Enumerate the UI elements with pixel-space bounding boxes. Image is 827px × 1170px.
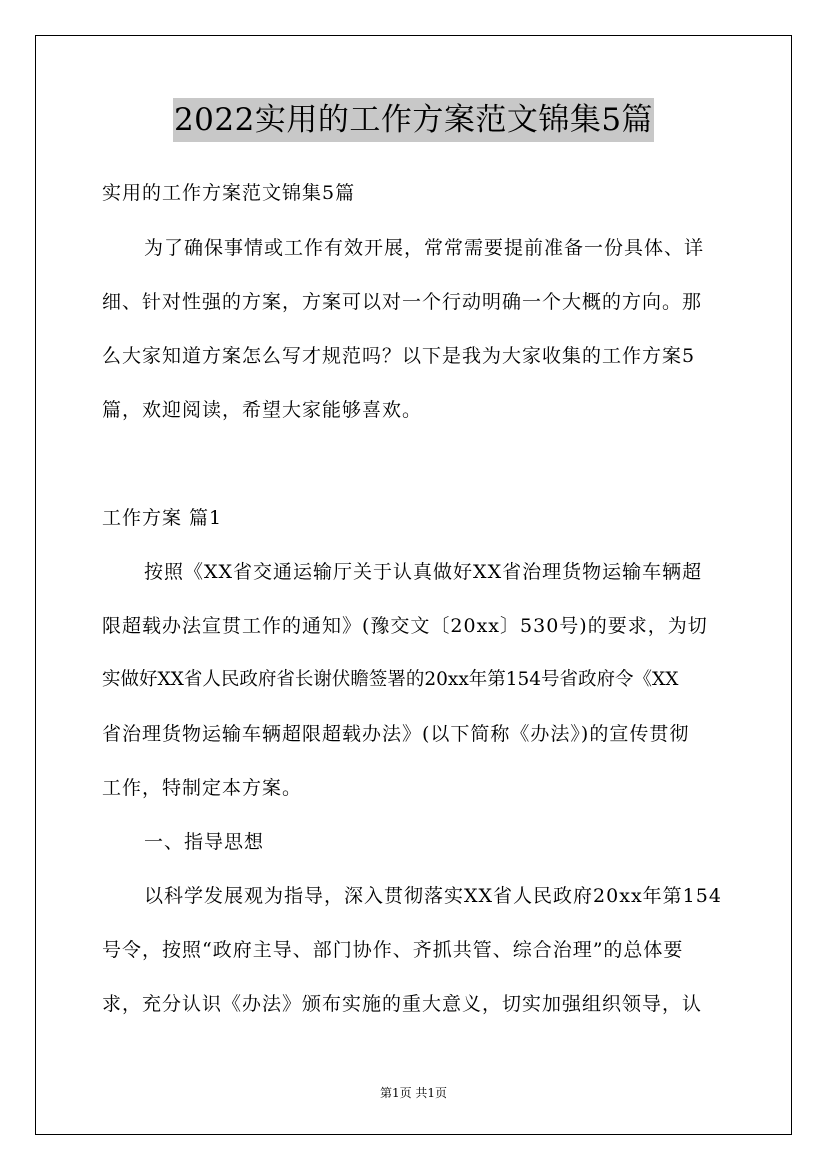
- section-line-4: 省治理货物运输车辆超限超载办法》(以下简称《办法》)的宣传贯彻: [102, 723, 690, 745]
- section-line-2: 限超载办法宣贯工作的通知》(豫交文〔20xx〕530号)的要求，为切: [102, 615, 708, 637]
- guide-line-3: 求，充分认识《办法》颁布实施的重大意义，切实加强组织领导，认: [102, 993, 703, 1015]
- intro-line-1: 为了确保事情或工作有效开展，常常需要提前准备一份具体、详: [144, 237, 705, 259]
- intro-line-4: 篇，欢迎阅读，希望大家能够喜欢。: [102, 399, 423, 421]
- section-heading: 工作方案 篇1: [102, 507, 223, 529]
- section-line-5: 工作，特制定本方案。: [102, 777, 303, 799]
- document-title: 2022实用的工作方案范文锦集5篇: [173, 98, 654, 142]
- intro-line-3: 么大家知道方案怎么写才规范吗？以下是我为大家收集的工作方案5: [102, 345, 696, 367]
- guide-line-2: 号令，按照“政府主导、部门协作、齐抓共管、综合治理”的总体要: [102, 939, 684, 961]
- intro-line-2: 细、针对性强的方案，方案可以对一个行动明确一个大概的方向。那: [102, 291, 703, 313]
- section-line-3: 实做好XX省人民政府省长谢伏瞻签署的20xx年第154号省政府令《XX: [102, 669, 679, 690]
- document-subtitle: 实用的工作方案范文锦集5篇: [102, 182, 356, 204]
- section-line-1: 按照《XX省交通运输厅关于认真做好XX省治理货物运输车辆超: [144, 561, 703, 583]
- guide-line-1: 以科学发展观为指导，深入贯彻落实XX省人民政府20xx年第154: [144, 885, 722, 907]
- guide-heading: 一、指导思想: [144, 831, 265, 853]
- title-container: [0, 98, 827, 142]
- page-footer: 第1页 共1页: [379, 1086, 448, 1100]
